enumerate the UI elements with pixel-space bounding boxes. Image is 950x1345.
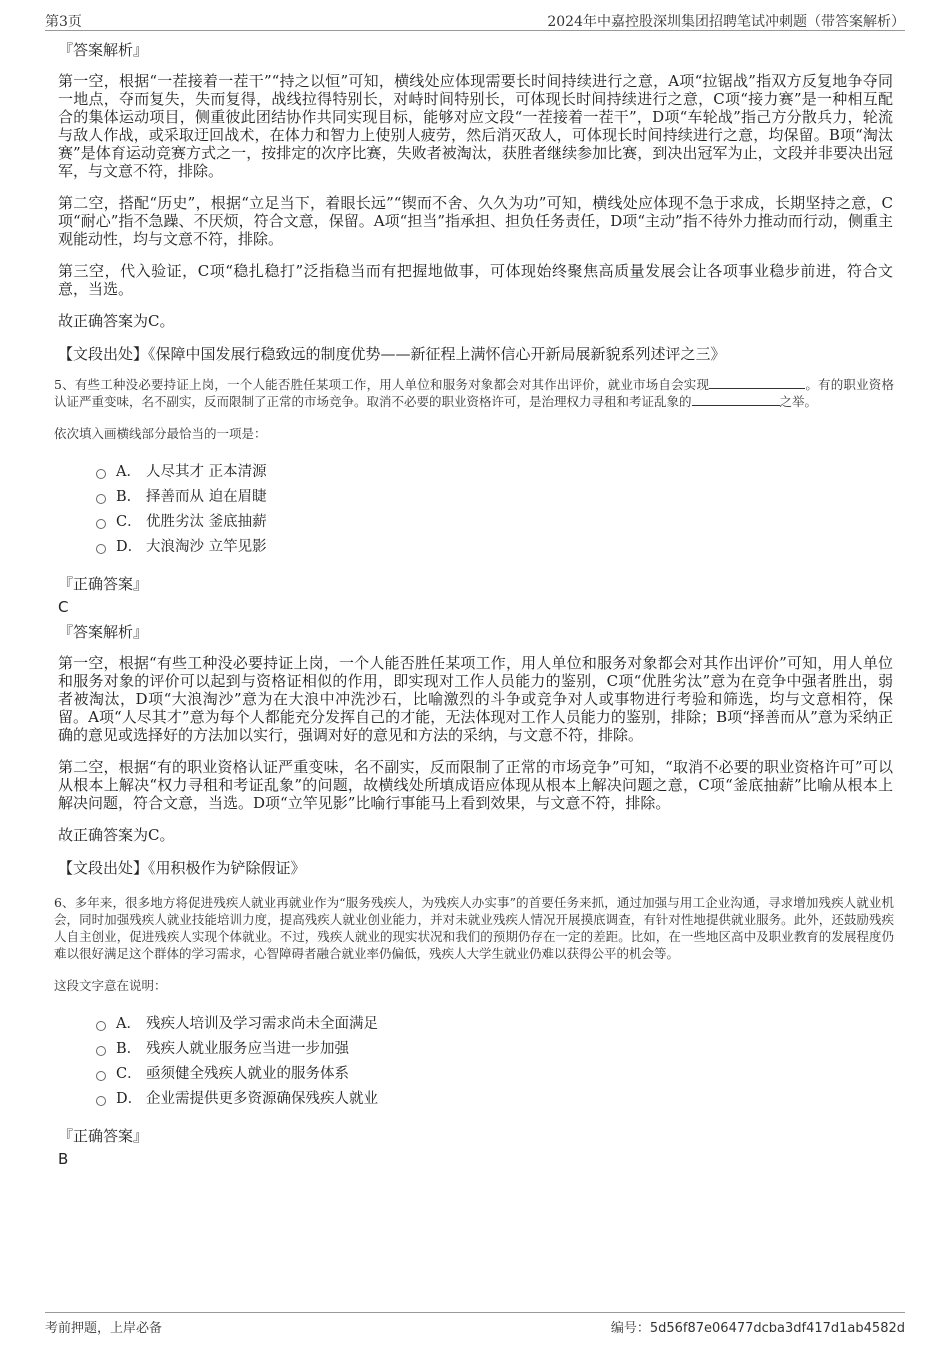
q4-analysis-para3: 第三空，代入验证，C项“稳扎稳打”泛指稳当而有把握地做事，可体现始终聚焦高质量发展会让各项事业稳步前进，符合文意，当选。 bbox=[58, 262, 893, 298]
q5-stem-part3: 之举。 bbox=[779, 394, 818, 409]
q6-prompt: 这段文字意在说明： bbox=[54, 978, 167, 993]
q6-option-b[interactable]: B． 残疾人就业服务应当进一步加强 bbox=[96, 1037, 893, 1062]
radio-icon[interactable] bbox=[96, 1021, 106, 1031]
q5-source-label: 【文段出处】 bbox=[58, 859, 149, 877]
q4-source-label: 【文段出处】 bbox=[58, 345, 149, 363]
radio-icon[interactable] bbox=[96, 469, 106, 479]
q5-source-text: 《用积极作为铲除假证》 bbox=[148, 859, 306, 877]
q5-answer-label: 『正确答案』 bbox=[58, 575, 149, 593]
q5-blank-1 bbox=[709, 376, 805, 389]
q4-conclusion: 故正确答案为C。 bbox=[58, 312, 175, 330]
footer-slogan: 考前押题，上岸必备 bbox=[45, 1321, 163, 1336]
q6-answer-label: 『正确答案』 bbox=[58, 1127, 149, 1145]
q5-blank-2 bbox=[692, 393, 780, 406]
q5-analysis-label: 『答案解析』 bbox=[58, 623, 149, 641]
q6-option-c[interactable]: C． 亟须健全残疾人就业的服务体系 bbox=[96, 1062, 893, 1087]
q6-stem: 6、多年来，很多地方将促进残疾人就业再就业作为“服务残疾人，为残疾人办实事”的首要任务来抓，通过加强与用工企业沟通，寻求增加残疾人就业机会，同时加强残疾人就业技能培训力度，提高残疾人就业创业能力，并对未就业残疾人情况开展摸底调查，有针对性地提供就业服务。此外，还鼓励残疾人自主创业，促进残疾人实现个体就业。不过，残疾人就业的现实状况和我们的预期仍存在一定的差距。比如，在一些地区高中及职业教育的发展程度仍难以很好满足这个群体的学习需求，心智障碍者融合就业率仍偏低，残疾人大学生就业仍难以获得公平的机会等。 bbox=[54, 895, 894, 961]
code-value: 5d56f87e06477dcba3df417d1ab4582d bbox=[649, 1321, 905, 1336]
radio-icon[interactable] bbox=[96, 519, 106, 529]
q6-answer: B bbox=[58, 1150, 69, 1168]
q5-stem-part2: 。有的职业资格认证严重变味，名不副实，反而限制了正常的市场竞争。取消不必要的职业资格许可，是治理权力寻租和考证乱象的 bbox=[54, 377, 894, 409]
q4-analysis-para2: 第二空，搭配“历史”，根据“立足当下，着眼长远”“锲而不舍、久久为功”可知，横线处应体现不急于求成，长期坚持之意，C项“耐心”指不急躁、不厌烦，符合文意，保留。A项“担当”指承担、担负任务责任，D项“主动”指不待外力推动而行动，侧重主观能动性，均与文意不符，排除。 bbox=[58, 194, 893, 248]
q5-option-b[interactable]: B． 择善而从 迫在眉睫 bbox=[96, 485, 893, 510]
q5-stem-part1: 5、有些工种没必要持证上岗，一个人能否胜任某项工作，用人单位和服务对象都会对其作出评价，就业市场自会实现 bbox=[54, 377, 710, 392]
q6-option-a[interactable]: A． 残疾人培训及学习需求尚未全面满足 bbox=[96, 1012, 893, 1037]
radio-icon[interactable] bbox=[96, 1046, 106, 1056]
q5-option-d[interactable]: D． 大浪淘沙 立竿见影 bbox=[96, 535, 893, 560]
q5-conclusion: 故正确答案为C。 bbox=[58, 826, 175, 844]
q5-option-a[interactable]: A． 人尽其才 正本清源 bbox=[96, 460, 893, 485]
document-title: 2024年中嘉控股深圳集团招聘笔试冲刺题（带答案解析） bbox=[547, 14, 905, 30]
q4-source-text: 《保障中国发展行稳致远的制度优势——新征程上满怀信心开新局展新貌系列述评之三》 bbox=[148, 345, 726, 363]
radio-icon[interactable] bbox=[96, 1071, 106, 1081]
q5-stem bbox=[54, 376, 894, 410]
q5-option-c[interactable]: C． 优胜劣汰 釜底抽薪 bbox=[96, 510, 893, 535]
q5-prompt: 依次填入画横线部分最恰当的一项是： bbox=[54, 426, 267, 441]
q6-option-d[interactable]: D． 企业需提供更多资源确保残疾人就业 bbox=[96, 1087, 893, 1112]
q4-analysis-para1: 第一空，根据“一茬接着一茬干”“持之以恒”可知，横线处应体现需要长时间持续进行之意，A项“拉锯战”指双方反复地争夺同一地点，夺而复失，失而复得，战线拉得特别长，对峙时间特别长，可体现长时间持续进行之意，C项“接力赛”是一种相互配合的集体运动项目，侧重彼此团结协作共同实现目标，能够对应文段“一茬接着一茬干”，D项“车轮战”指己方分散兵力，轮流与敌人作战，或采取迂回战术，在体力和智力上使别人疲劳，然后消灭敌人，可体现长时间持续进行之意，均保留。B项“淘汰赛”是体育运动竞赛方式之一，按排定的次序比赛，失败者被淘汰，获胜者继续参加比赛，到决出冠军为止，文段并非要决出冠军，与文意不符，排除。 bbox=[58, 72, 893, 180]
radio-icon[interactable] bbox=[96, 1096, 106, 1106]
q6-options bbox=[96, 1012, 893, 1112]
document-code bbox=[611, 1317, 905, 1336]
q5-analysis-para1: 第一空，根据“有些工种没必要持证上岗，一个人能否胜任某项工作，用人单位和服务对象都会对其作出评价”可知，用人单位和服务对象的评价可以起到与资格证相似的作用，即实现对工作人员能力的鉴别，C项“优胜劣汰”意为在竞争中强者胜出，弱者被淘汰，D项“大浪淘沙”意为在大浪中冲洗沙石，比喻激烈的斗争或竞争对人或事物进行考验和筛选，均与文意相符，保留。A项“人尽其才”意为每个人都能充分发挥自己的才能，无法体现对工作人员能力的鉴别，排除；B项“择善而从”意为采纳正确的意见或选择好的方法加以实行，强调对好的意见和方法的采纳，与文意不符，排除。 bbox=[58, 654, 893, 744]
q4-analysis-label: 『答案解析』 bbox=[58, 41, 149, 59]
code-label: 编号： bbox=[610, 1321, 650, 1336]
q5-answer: C bbox=[58, 598, 69, 616]
page-content bbox=[54, 40, 894, 1174]
page-header bbox=[45, 8, 905, 31]
q4-source bbox=[58, 344, 893, 364]
q5-analysis-para2: 第二空，根据“有的职业资格认证严重变味，名不副实，反而限制了正常的市场竞争”可知，“取消不必要的职业资格许可”可以从根本上解决“权力寻租和考证乱象”的问题，故横线处所填成语应体现从根本上解决问题之意，C项“釜底抽薪”比喻从根本上解决问题，符合文意，当选。D项“立竿见影”比喻行事能马上看到效果，与文意不符，排除。 bbox=[58, 758, 893, 812]
q5-source bbox=[58, 858, 893, 878]
radio-icon[interactable] bbox=[96, 544, 106, 554]
radio-icon[interactable] bbox=[96, 494, 106, 504]
page-number: 第3页 bbox=[45, 14, 82, 30]
q5-options bbox=[96, 460, 893, 560]
page-footer bbox=[45, 1312, 905, 1337]
